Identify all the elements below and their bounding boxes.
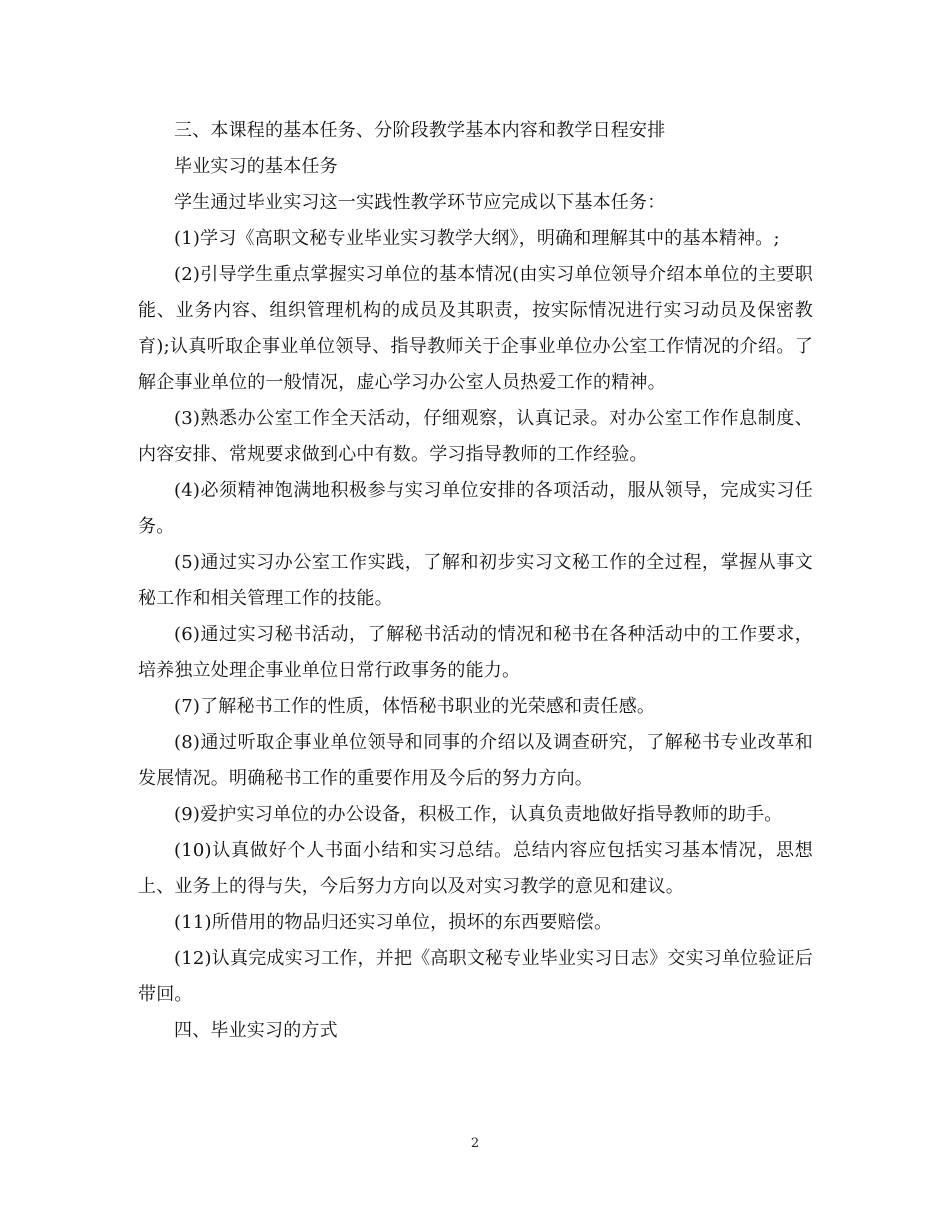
task-item-11: (11)所借用的物品归还实习单位，损坏的东西要赔偿。 xyxy=(174,912,613,933)
intro-paragraph: 学生通过毕业实习这一实践性教学环节应完成以下基本任务： xyxy=(174,192,666,213)
task-item-1: (1)学习《高职文秘专业毕业实习教学大纲》，明确和理解其中的基本精神。; xyxy=(174,228,780,249)
page-number: 2 xyxy=(470,1136,480,1151)
task-item-4: (4)必须精神饱满地积极参与实习单位安排的各项活动，服从领导，完成实习任务。 xyxy=(138,480,813,537)
task-item-3: (3)熟悉办公室工作全天活动，仔细观察，认真记录。对办公室工作作息制度、内容安排、常规要求做到心中有数。学习指导教师的工作经验。 xyxy=(138,408,813,465)
document-body xyxy=(138,113,813,1049)
task-item-10: (10)认真做好个人书面小结和实习总结。总结内容应包括实习基本情况，思想上、业务上的得与失，今后努力方向以及对实习教学的意见和建议。 xyxy=(138,840,813,897)
task-item-5: (5)通过实习办公室工作实践，了解和初步实习文秘工作的全过程，掌握从事文秘工作和相关管理工作的技能。 xyxy=(138,552,813,609)
task-item-12: (12)认真完成实习工作，并把《高职文秘专业毕业实习日志》交实习单位验证后带回。 xyxy=(138,948,813,1005)
task-item-8: (8)通过听取企事业单位领导和同事的介绍以及调查研究，了解秘书专业改革和发展情况。明确秘书工作的重要作用及今后的努力方向。 xyxy=(138,732,813,789)
task-item-9: (9)爱护实习单位的办公设备，积极工作，认真负责地做好指导教师的助手。 xyxy=(174,804,783,825)
section-heading-4: 四、毕业实习的方式 xyxy=(174,1020,338,1041)
task-item-2: (2)引导学生重点掌握实习单位的基本情况(由实习单位领导介绍本单位的主要职能、业务内容、组织管理机构的成员及其职责，按实际情况进行实习动员及保密教育);认真听取企事业单位领导、指导教师关于企事业单位办公室工作情况的介绍。了解企事业单位的一般情况，虚心学习办公室人员热爱工作的精神。 xyxy=(138,264,813,393)
task-item-6: (6)通过实习秘书活动，了解秘书活动的情况和秘书在各种活动中的工作要求，培养独立处理企事业单位日常行政事务的能力。 xyxy=(138,624,813,681)
subsection-heading: 毕业实习的基本任务 xyxy=(174,156,338,177)
section-heading-3: 三、本课程的基本任务、分阶段教学基本内容和教学日程安排 xyxy=(174,120,666,141)
task-item-7: (7)了解秘书工作的性质，体悟秘书职业的光荣感和责任感。 xyxy=(174,696,656,717)
